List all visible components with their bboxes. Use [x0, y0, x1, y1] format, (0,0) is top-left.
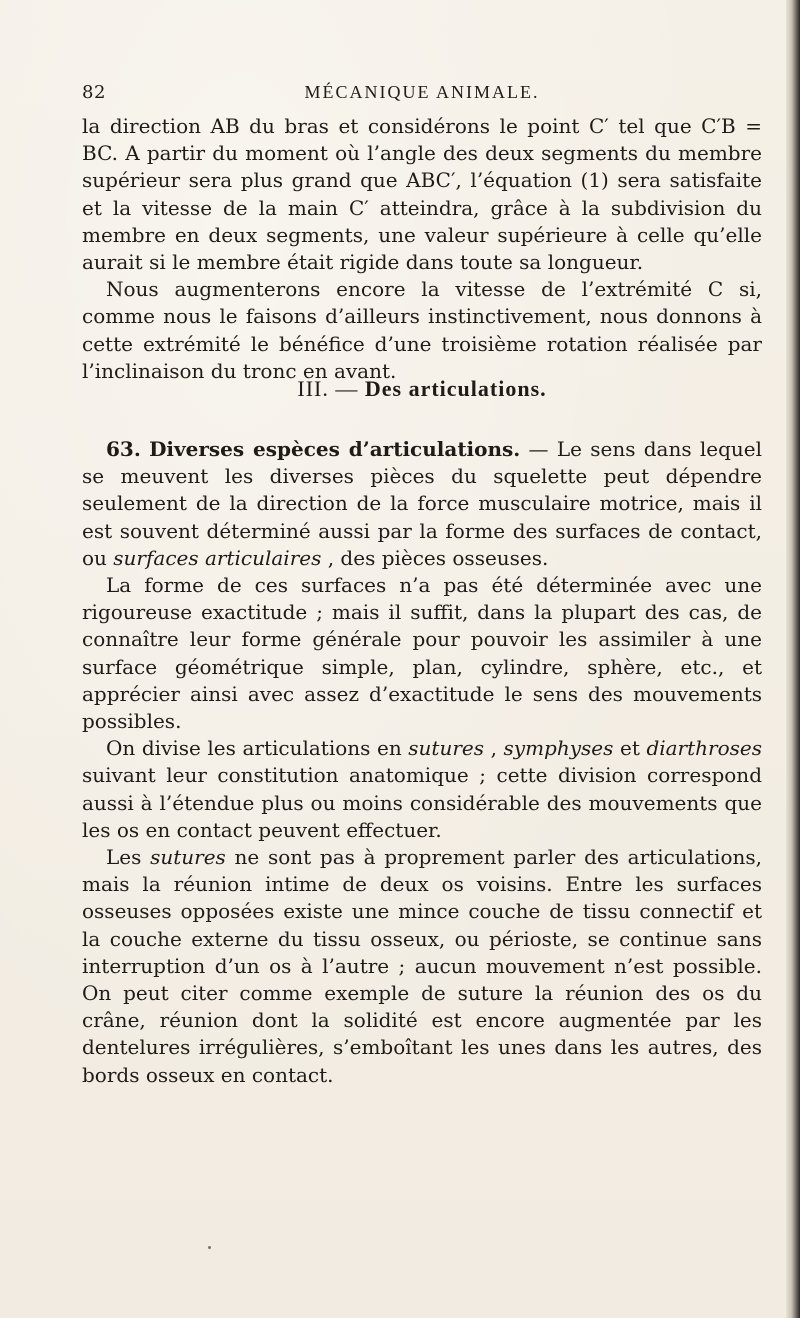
intro-text-block [82, 113, 762, 385]
articulations-paragraph-4 [82, 844, 762, 1089]
paragraph-4-italic: sutures [150, 845, 226, 870]
paragraph-dash: — [528, 437, 557, 461]
running-title: MÉCANIQUE ANIMALE. [304, 82, 540, 102]
intro-paragraph-2: Nous augmenterons encore la vitesse de l’extrémité C si, comme nous le faisons d’ailleurs instinctivement, nous donnons à cette extrémité le bénéfice d’une troisième rotation réalisée par l’inclinaison du tronc en avant. [82, 277, 762, 383]
intro-paragraph-1: la direction AB du bras et considérons le point C′ tel que C′B = BC. A partir du moment où l’angle des deux segments du membre supérieur sera plus grand que ABC′, l’équation (1) sera satisfaite et la vitesse de la main C′ atteindra, grâce à la subdivision du membre en deux segments, une valeur supérieure à celle qu’elle aurait si le membre était rigide dans toute sa longueur. [82, 114, 762, 275]
paragraph-3-italic-2: symphyses [503, 736, 614, 761]
paragraph-1-text-b: , des pièces osseuses. [327, 545, 549, 570]
section-title-main: Des articulations. [364, 376, 547, 401]
section-title-prefix: III. — [297, 376, 365, 401]
paragraph-1-text-a: Le sens dans lequel se meuvent les diverses pièces du squelette peut dépendre seulement de la direction de la force musculaire motrice, mais il est souvent déterminé aussi par la forme des surfaces de contact, ou [82, 437, 763, 570]
stray-mark [208, 1246, 211, 1249]
paragraph-3-text-b: suivant leur constitution anatomique ; cette division correspond aussi à l’étendue plus ou moins considérable des mouvements que les os en contact peuvent effectuer. [82, 763, 762, 842]
paragraph-heading: Diverses espèces d’articulations. [149, 437, 521, 461]
page-header [82, 82, 762, 110]
paragraph-1-italic: surfaces articulaires [113, 545, 322, 570]
paragraph-number: 63. [106, 437, 141, 461]
articulations-text-block [82, 436, 762, 1089]
paragraph-3-text-a: On divise les articulations en [106, 736, 409, 761]
page-spine-shadow [786, 0, 800, 1318]
paragraph-3-separator-2: et [619, 736, 647, 761]
articulations-paragraph-3 [82, 735, 762, 844]
section-title [82, 376, 762, 402]
paragraph-3-italic-1: sutures [408, 736, 485, 761]
articulations-paragraph-1 [82, 436, 762, 572]
articulations-paragraph-2: La forme de ces surfaces n’a pas été déterminée avec une rigoureuse exactitude ; mais il suffit, dans la plupart des cas, de connaître leur forme générale pour pouvoir les assimiler à une surface géométrique simple, plan, cylindre, sphère, etc., et apprécier ainsi avec assez d’exactitude le sens des mouvements possibles. [82, 573, 762, 734]
paragraph-3-italic-3: diarthroses [646, 736, 763, 761]
paragraph-3-separator-1: , [490, 736, 504, 761]
page-number: 82 [82, 82, 106, 103]
paragraph-4-text-b: ne sont pas à proprement parler des articulations, mais la réunion intime de deux os voisins. Entre les surfaces osseuses opposées existe une mince couche de tissu connectif et la couche externe du tissu osseux, ou périoste, se continue sans interruption d’un os à l’autre ; aucun mouvement n’est possible. On peut citer comme exemple de suture la réunion des os du crâne, réunion dont la solidité est encore augmentée par les dentelures irrégulières, s’emboîtant les unes dans les autres, des bords osseux en contact. [82, 845, 762, 1087]
paragraph-4-text-a: Les [106, 845, 151, 870]
